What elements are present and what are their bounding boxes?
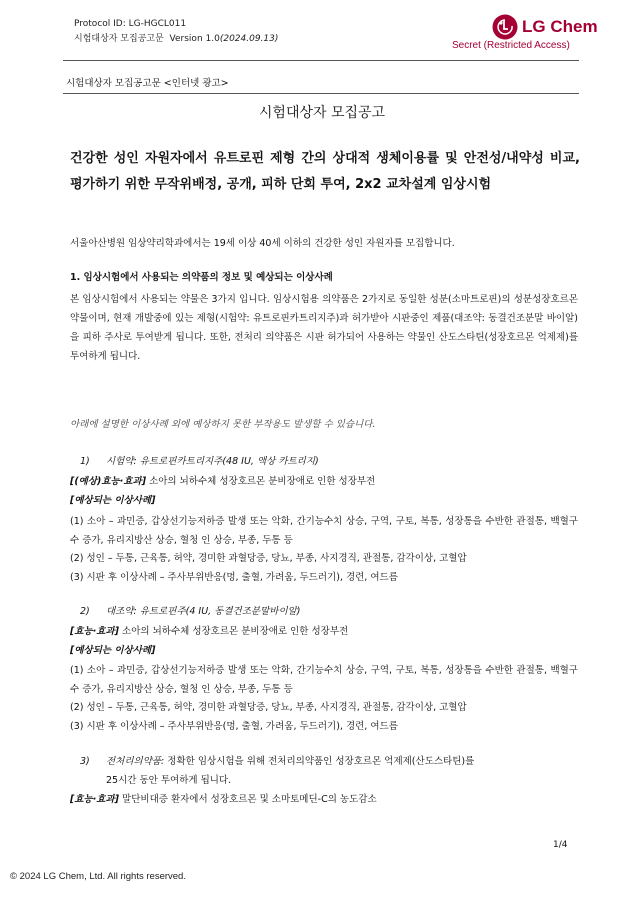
drug3-num: 3) <box>80 756 90 767</box>
drug2-ae2: (2) 성인 – 두통, 근육통, 허약, 경미한 과혈당증, 당뇨, 부종, 사지경직, 관절통, 감각이상, 고혈압 <box>70 702 467 713</box>
drug3-line1 <box>80 752 578 771</box>
doc-version-line <box>74 32 278 47</box>
drug2-effect-label: [효능·효과] <box>70 626 120 637</box>
lg-chem-logo <box>492 14 598 40</box>
drug2-ae-label: [예상되는 이상사례] <box>70 645 156 656</box>
drug1-ae-label: [예상되는 이상사례] <box>70 495 156 506</box>
drug1-effect-label: [(예상)효능·효과] <box>70 476 147 487</box>
drug1-name: 시험약: 유트로핀카트리지주(48 IU, 액상 카트리지) <box>106 456 319 467</box>
drug3-text1: 정확한 임상시험을 위해 전처리의약품인 성장호르몬 억제제(산도스타틴)를 <box>164 756 475 767</box>
drug2-ae3: (3) 시판 후 이상사례 – 주사부위반응(멍, 출혈, 가려움, 두드러기), 경련, 여드름 <box>70 721 398 732</box>
drug1-ae2: (2) 성인 – 두통, 근육통, 허약, 경미한 과혈당증, 당뇨, 부종, 사지경직, 관절통, 감각이상, 고혈압 <box>70 553 467 564</box>
intro-paragraph: 서울아산병원 임상약리학과에서는 19세 이상 40세 이하의 건강한 성인 자원자를 모집합니다. <box>70 238 455 249</box>
secret-label: Secret (Restricted Access) <box>452 40 570 51</box>
drug2-effect <box>70 622 578 641</box>
italic-note: 아래에 설명한 이상사례 외에 예상하지 못한 부작용도 발생할 수 있습니다. <box>70 419 376 430</box>
drug1-effect <box>70 472 578 491</box>
header-divider <box>63 60 579 61</box>
drug3-effect-label: [효능·효과] <box>70 794 120 805</box>
drug3-text2: 25시간 동안 투여하게 됩니다. <box>106 775 232 786</box>
drug1-title <box>80 453 319 467</box>
subtitle-line: 시험대상자 모집공고문 <인터넷 광고> <box>66 78 229 89</box>
drug2-num: 2) <box>80 606 90 617</box>
study-title: 건강한 성인 자원자에서 유트로핀 제형 간의 상대적 생체이용률 및 안전성/내약성 비교, 평가하기 위한 무작위배정, 공개, 피하 단회 투여, 2x2 교차설계 임상시험 <box>70 151 580 192</box>
drug3-effect-text: 말단비대증 환자에서 성장호르몬 및 소마토메딘-C의 농도감소 <box>119 794 377 805</box>
version: Version 1.0 <box>169 34 220 44</box>
doc-title: 시험대상자 모집공고문 <box>74 34 164 44</box>
lg-logo-icon <box>492 14 518 40</box>
copyright-footer: © 2024 LG Chem, Ltd. All rights reserved. <box>10 871 186 882</box>
drug2-ae1: (1) 소아 – 과민증, 갑상선기능저하증 발생 또는 악화, 간기능수치 상승, 구역, 구토, 복통, 성장통을 수반한 관절통, 백혈구 수 증가, 유리지방산 상승, 혈청 인 상승, 부종, 두통 등 <box>70 665 578 695</box>
drug3-effect <box>70 790 578 809</box>
protocol-id: Protocol ID: LG-HGCL011 <box>74 19 187 29</box>
version-date: (2024.09.13) <box>219 34 279 44</box>
title-divider <box>63 93 579 94</box>
header-left <box>74 17 278 47</box>
drug2-title <box>80 603 301 617</box>
drug1-ae1: (1) 소아 – 과민증, 갑상선기능저하증 발생 또는 악화, 간기능수치 상승, 구역, 구토, 복통, 성장통을 수반한 관절통, 백혈구 수 증가, 유리지방산 상승, 혈청 인 상승, 부종, 두통 등 <box>70 516 578 546</box>
drug3-name: 전처리의약품: <box>106 756 165 767</box>
drug1-ae3: (3) 시판 후 이상사례 – 주사부위반응(멍, 출혈, 가려움, 두드러기), 경련, 여드름 <box>70 572 398 583</box>
drug2-name: 대조약: 유트로핀주(4 IU, 동결건조분말바이알) <box>106 606 301 617</box>
page-number: 1/4 <box>553 840 568 850</box>
section1-heading: 1. 임상시험에서 사용되는 의약품의 정보 및 예상되는 이상사례 <box>70 272 333 283</box>
drug2-effect-text: 소아의 뇌하수체 성장호르몬 분비장애로 인한 성장부전 <box>119 626 349 637</box>
logo-text: LG Chem <box>522 17 598 36</box>
main-title: 시험대상자 모집공고 <box>258 105 386 121</box>
drug1-effect-text: 소아의 뇌하수체 성장호르몬 분비장애로 인한 성장부전 <box>146 476 376 487</box>
drug1-num: 1) <box>80 456 90 467</box>
section1-body: 본 임상시험에서 사용되는 약물은 3가지 입니다. 임상시험용 의약품은 2가지로 동일한 성분(소마트로핀)의 성분성장호르몬 약물이며, 현재 개발중에 있는 제형(시험약: 유트로핀카트리지주)과 허가받아 시판중인 제품(대조약: 동결건조분말 바이알)을 피하 주사로 투여받게 됩니다. 또한, 전처리 의약품은 시판 허가되어 사용하는 약물인 산도스타틴(성장호르몬 억제제)를 투여하게 됩니다. <box>70 294 578 362</box>
